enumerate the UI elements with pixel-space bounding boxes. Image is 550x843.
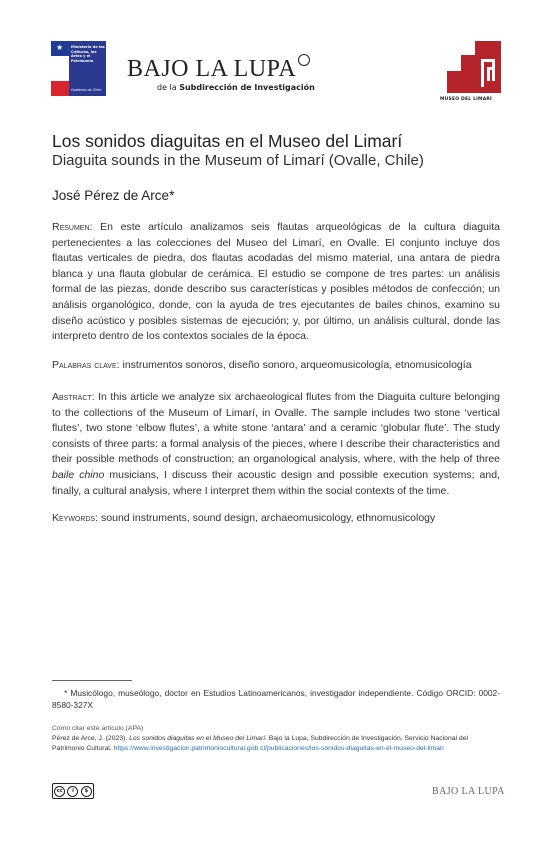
article-title: Los sonidos diaguitas en el Museo del Limarí: [52, 131, 403, 151]
keywords-label: Keywords:: [52, 512, 99, 524]
by-icon: i: [67, 786, 78, 797]
government-logo: [51, 41, 106, 96]
palabras-clave-paragraph: [52, 358, 500, 374]
creative-commons-badge[interactable]: [52, 783, 94, 799]
palabras-clave-label: Palabras clave:: [52, 359, 120, 371]
museum-caption: MUSEO DEL LIMARÍ: [440, 97, 492, 102]
abstract-label: Abstract:: [52, 391, 95, 403]
cc-icon: cc: [54, 786, 65, 797]
brand-title: BAJO LA LUPA: [127, 56, 308, 83]
keywords-text: sound instruments, sound design, archaeomusicology, ethnomusicology: [98, 512, 436, 524]
star-icon: ★: [56, 43, 64, 52]
author-footnote: * Musicólogo, museólogo, doctor en Estudios Latinoamericanos, investigador independiente. Código ORCID: 0002-8580-327X: [52, 688, 500, 710]
article-title-english: Diaguita sounds in the Museum of Limarí (Ovalle, Chile): [52, 152, 424, 169]
footnote-rule: [52, 680, 132, 681]
resumen-paragraph: [52, 220, 500, 345]
citation-heading: Cómo citar este artículo (APA): [52, 725, 144, 732]
resumen-label: Resumen:: [52, 221, 93, 233]
brand-subtitle: de la Subdirección de Investigación: [157, 83, 315, 92]
footer-brand: BAJO LA LUPA: [432, 786, 505, 797]
resumen-text: En este artículo analizamos seis flautas arqueológicas de la cultura diaguita pertenecientes a las colecciones del Museo del Limarí, en Ovalle. El conjunto incluye dos flautas verticales de piedra, dos flautas acodadas del mismo material, una antara de piedra blanca y una flauta globular de cerámica. El estudio se compone de tres partes: un análisis formal de las piezas, donde describo sus características y posibles métodos de confección; un análisis organológico, donde, con la ayuda de tres ejecutantes de bailes chinos, examino su diseño acústico y posibles sistemas de ejecución; y, por último, un análisis cultural, donde las interpreto dentro de los contextos sociales de la época.: [52, 221, 500, 343]
citation-block: [52, 724, 500, 754]
citation-text: Pérez de Arce, J. (2023). Los sonidos diaguitas en el Museo del Limarí. Bajo la Lupa, Subdirección de Investigación, Servicio Nacional del Patrimonio Cultural. https://www.investigacion.patrimoniocultural.gob.cl/publicaciones/los-sonidos-diaguitas-en-el-museo-del-limari: [52, 735, 468, 752]
palabras-clave-text: instrumentos sonoros, diseño sonoro, arqueomusicología, etnomusicología: [119, 359, 472, 371]
keywords-paragraph: [52, 511, 500, 527]
nc-icon: $: [81, 786, 92, 797]
museum-logo: [447, 41, 501, 93]
magnifier-icon: [298, 54, 310, 66]
author-name: José Pérez de Arce*: [52, 188, 175, 203]
abstract-paragraph: Abstract: In this article we analyze six archaeological flutes from the Diaguita culture belonging to the collections of the Museum of Limarí, in Ovalle. The sample includes two stone ‘vertical flutes’, two stone ‘elbow flutes’, a white stone ‘antara’ and a ceramic ‘globular flute’. The study consists of three parts: a formal analysis of the pieces, where I describe their characteristics and their possible methods of construction; an organological analysis, where, with the help of three baile chino musicians, I discuss their acoustic design and possible execution systems; and, finally, a cultural analysis, where I interpret them within the social contexts of the time.: [52, 391, 500, 497]
gov-logo-sub: Gobierno de Chile: [71, 88, 102, 92]
citation-link[interactable]: https://www.investigacion.patrimoniocultural.gob.cl/publicaciones/los-sonidos-diaguitas-en-el-museo-del-limari: [113, 745, 444, 752]
gov-logo-text: Ministerio de las Culturas, las Artes y el Patrimonio: [71, 45, 105, 63]
